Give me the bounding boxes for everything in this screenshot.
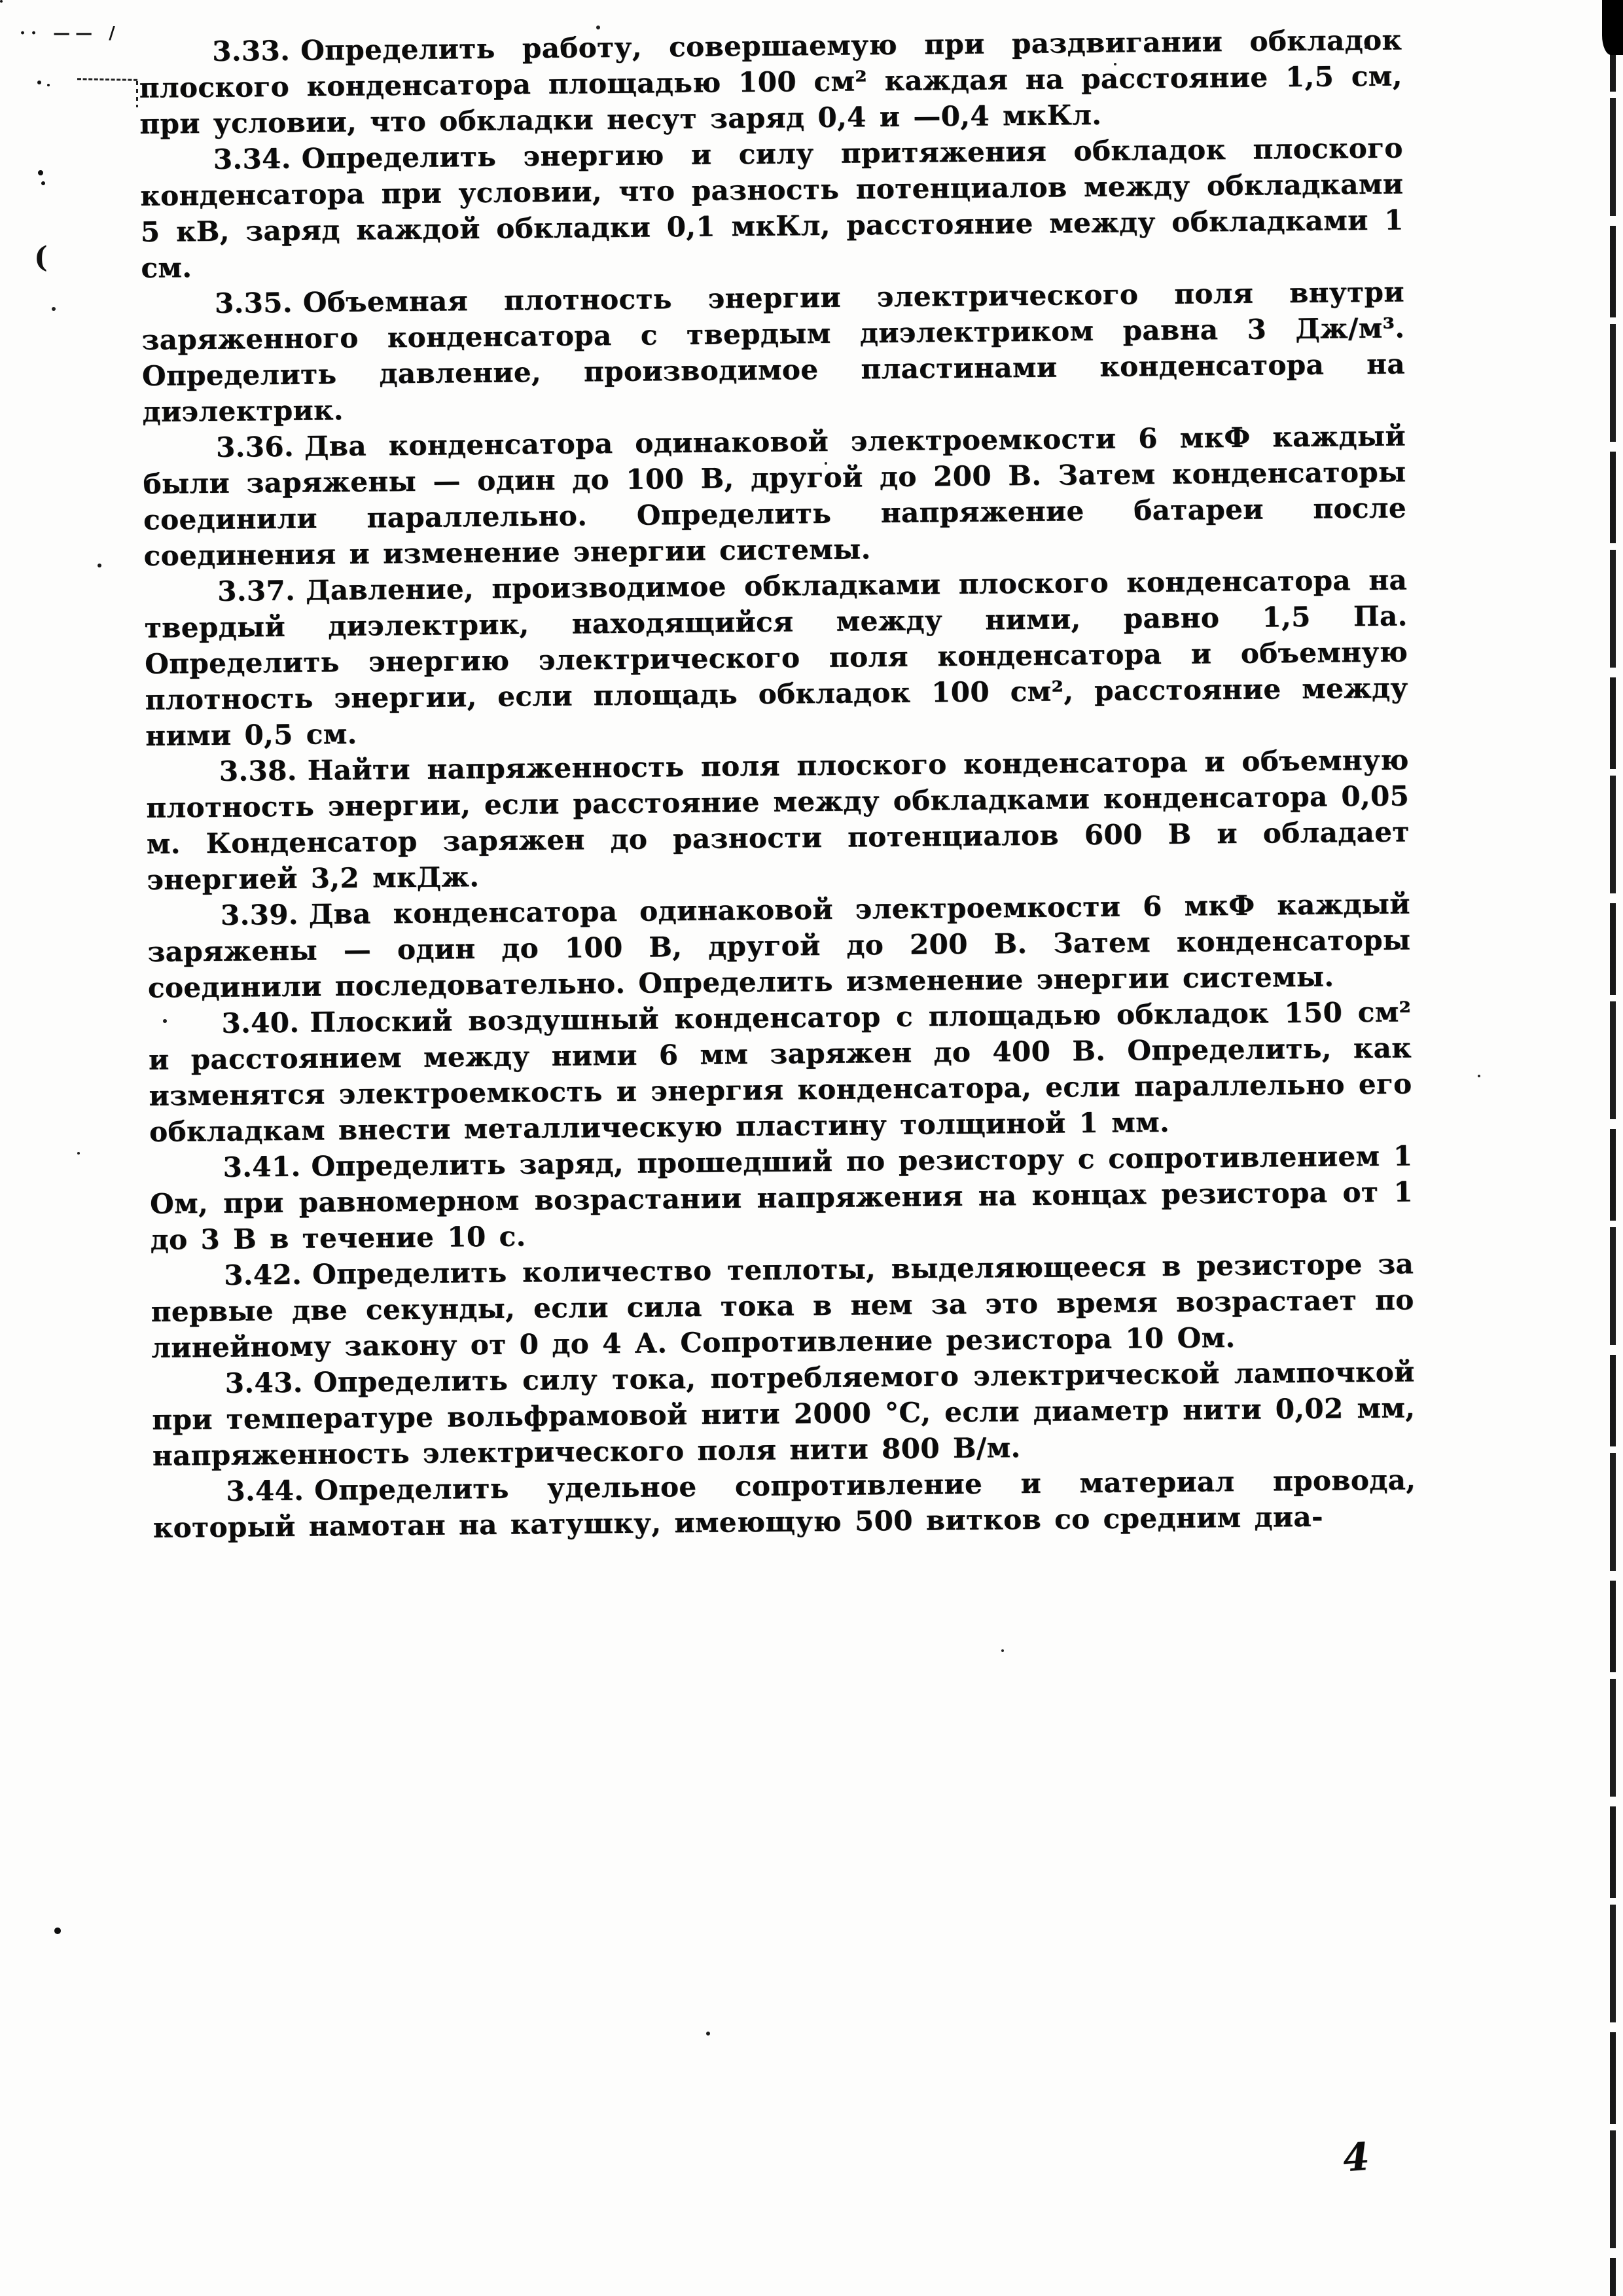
problem-text: Давление, производимое обкладками плоского конденсатора на твердый диэлектрик, находящийся между ними, равно 1,5 Па. Определить энергию электрического поля конденсатора и объемную плотность энергии, если площадь обкладок 100 см², расстояние между ними 0,5 см. — [144, 564, 1408, 752]
problem-number: 3.35. — [214, 286, 293, 319]
problem-number: 3.34. — [213, 142, 291, 175]
problem-number: 3.36. — [215, 430, 294, 463]
problem-text: Определить энергию и силу притяжения обкладок плоского конденсатора при условии, что разность потенциалов между обкладками 5 кВ, заряд каждой обкладки 0,1 мкКл, расстояние между обкладками 1 см. — [140, 132, 1404, 284]
problem-3-42 — [151, 1246, 1414, 1366]
problem-3-41 — [149, 1138, 1413, 1258]
scan-specks-artifact — [0, 0, 3, 3]
problem-number: 3.42. — [223, 1258, 302, 1291]
problem-text: Объемная плотность энергии электрического поля внутри заряженного конденсатора с твердым диэлектриком равна 3 Дж/м³. Определить давление, производимое пластинами конденсатора на диэлектрик. — [141, 276, 1406, 428]
problem-number: 3.39. — [220, 898, 299, 931]
page-number: 4 — [1341, 2134, 1371, 2181]
scan-edge-artifact — [1610, 0, 1616, 2296]
problem-number: 3.40. — [221, 1006, 300, 1039]
problem-text: Два конденсатора одинаковой электроемкости 6 мкФ каждый заряжены — один до 100 В, другой до 200 В. Затем конденсаторы соединили последовательно. Определить изменение энергии системы. — [147, 888, 1411, 1004]
problem-number: 3.38. — [219, 754, 297, 787]
scan-margin-dash-artifact — [77, 78, 137, 81]
problem-text: Определить удельное сопротивление и материал провода, который намотан на катушку, имеющую 500 витков со средним диа- — [152, 1463, 1416, 1544]
problems-text-block — [139, 22, 1416, 1545]
problem-number: 3.44. — [226, 1474, 304, 1507]
problem-text: Определить работу, совершаемую при раздвигании обкладок плоского конденсатора площадью 100 см² каждая на расстояние 1,5 см, при условии, что обкладки несут заряд 0,4 и —0,4 мкКл. — [139, 24, 1402, 140]
problem-number: 3.41. — [223, 1150, 301, 1183]
scan-top-left-mark-artifact: ·· —— / — [20, 24, 120, 43]
problem-3-36 — [143, 418, 1407, 574]
problem-text: Плоский воздушный конденсатор с площадью обкладок 150 см² и расстоянием между ними 6 мм заряжен до 400 В. Определить, как изменятся электроемкость и энергия конденсатора, если параллельно его обкладкам внести металлическую пластину толщиной 1 мм. — [148, 996, 1412, 1148]
problem-3-37 — [144, 562, 1409, 754]
problem-3-40 — [148, 994, 1412, 1150]
problem-3-44 — [152, 1462, 1416, 1546]
problem-text: Определить силу тока, потребляемого электрической лампочкой при температуре вольфрамовой нити 2000 °С, если диаметр нити 0,02 мм, напряженность электрического поля нити 800 В/м. — [152, 1355, 1416, 1472]
problem-3-34 — [140, 130, 1404, 286]
problem-text: Определить заряд, прошедший по резистору с сопротивлением 1 Ом, при равномерном возрастании напряжения на концах резистора от 1 до 3 В в течение 10 с. — [149, 1139, 1414, 1256]
problem-3-38 — [146, 742, 1410, 898]
problem-3-33 — [139, 22, 1402, 142]
problem-number: 3.33. — [212, 34, 291, 67]
problem-number: 3.37. — [217, 574, 296, 607]
problem-text: Два конденсатора одинаковой электроемкости 6 мкФ каждый были заряжены — один до 100 В, другой до 200 В. Затем конденсаторы соединили параллельно. Определить напряжение батареи после соединения и изменение энергии системы. — [143, 420, 1407, 572]
problem-3-35 — [141, 274, 1406, 430]
problem-text: Определить количество теплоты, выделяющееся в резисторе за первые две секунды, если сила тока в нем за это время возрастает по линейному закону от 0 до 4 А. Сопротивление резистора 10 Ом. — [151, 1247, 1414, 1364]
scan-corner-artifact — [1602, 0, 1623, 55]
scan-margin-mark-artifact: ( — [34, 241, 48, 274]
problem-text: Найти напряженность поля плоского конденсатора и объемную плотность энергии, если расстояние между обкладками конденсатора 0,05 м. Конденсатор заряжен до разности потенциалов 600 В и обладает энергией 3,2 мкДж. — [146, 744, 1410, 896]
scan-margin-tick-artifact — [136, 81, 138, 107]
problem-3-43 — [152, 1354, 1416, 1474]
problem-3-39 — [147, 886, 1411, 1006]
problem-number: 3.43. — [224, 1366, 303, 1399]
